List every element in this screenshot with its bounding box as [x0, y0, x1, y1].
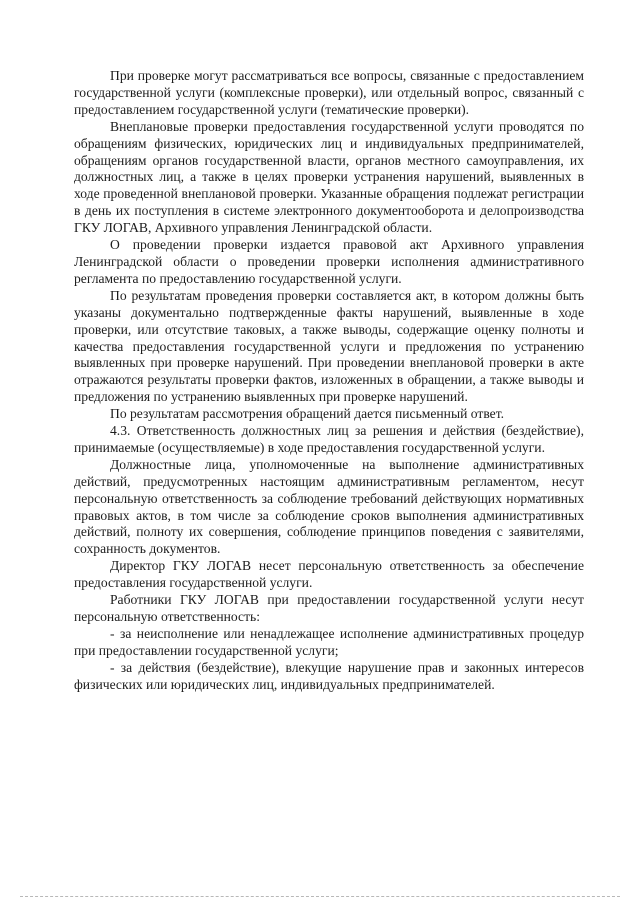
paragraph-employees-responsibility: Работники ГКУ ЛОГАВ при предоставлении государственной услуги несут персональную ответственность: — [74, 592, 584, 624]
list-item-rights-violation: - за действия (бездействие), влекущие нарушение прав и законных интересов физических или юридических лиц, индивидуальных предпринимателей. — [74, 659, 584, 692]
paragraph-inspection-scope: При проверке могут рассматриваться все вопросы, связанные с предоставлением государственной услуги (комплексные проверки), или отдельный вопрос, связанный с предоставлением государственной услуги (тематические проверки). — [74, 68, 584, 117]
paragraph-officials-responsibility: Должностные лица, уполномоченные на выполнение административных действий, предусмотренных настоящим административным регламентом, несут персональную ответственность за соблюдение требований действующих нормативных правовых актов, в том числе за соблюдение сроков выполнения административных действий, полноту их совершения, соблюдение принципов поведения с заявителями, сохранность документов. — [74, 456, 584, 557]
paragraph-director-responsibility: Директор ГКУ ЛОГАВ несет персональную ответственность за обеспечение предоставления государственной услуги. — [74, 558, 584, 591]
page-bottom-divider — [20, 896, 620, 897]
paragraph-unscheduled-inspections: Внеплановые проверки предоставления государственной услуги проводятся по обращениям физических, юридических лиц и индивидуальных предпринимателей, обращениям органов государственной власти, органов местного самоуправления, их должностных лиц, а также в целях проверки устранения нарушений, выявленных в ходе проведенной внеплановой проверки. Указанные обращения подлежат регистрации в день их поступления в системе электронного документооборота и делопроизводства ГКУ ЛОГАВ, Архивного управления Ленинградской области. — [74, 118, 584, 236]
paragraph-inspection-report: По результатам проведения проверки составляется акт, в котором должны быть указаны документально подтвержденные факты нарушений, выявленные в ходе проверки, или отсутствие таковых, а также выводы, содержащие оценку полноты и качества предоставления государственной услуги и предложения по устранению выявленных при проверке нарушений. При проведении внеплановой проверки в акте отражаются результаты проверки фактов, изложенных в обращении, а также выводы и предложения по устранению выявленных при проверке нарушений. — [74, 287, 584, 405]
paragraph-legal-act: О проведении проверки издается правовой акт Архивного управления Ленинградской области о проведении проверки исполнения административного регламента по предоставлению государственной услуги. — [74, 237, 584, 286]
list-item-non-performance: - за неисполнение или ненадлежащее исполнение административных процедур при предоставлении государственной услуги; — [74, 625, 584, 658]
section-heading-4-3: 4.3. Ответственность должностных лиц за решения и действия (бездействие), принимаемые (осуществляемые) в ходе предоставления государственной услуги. — [74, 423, 584, 455]
document-body — [74, 68, 584, 694]
paragraph-written-response: По результатам рассмотрения обращений дается письменный ответ. — [110, 406, 505, 422]
